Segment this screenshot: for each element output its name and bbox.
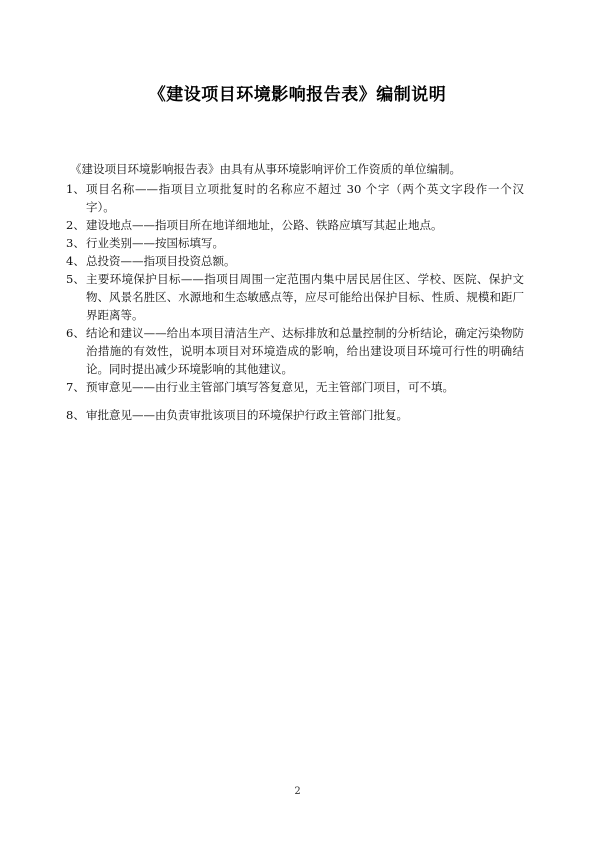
list-item-number: 8、	[66, 408, 85, 422]
intro-paragraph: 《建设项目环境影响报告表》由具有从事环境影响评价工作资质的单位编制。	[70, 162, 461, 176]
page-title: 《建设项目环境影响报告表》编制说明	[148, 85, 447, 105]
list-item-number: 2、	[66, 218, 85, 232]
list-item	[66, 252, 524, 270]
list-item-number: 1、	[66, 182, 85, 196]
list-item-text: 建设地点——指项目所在地详细地址，公路、铁路应填写其起止地点。	[86, 218, 443, 232]
list-item-number: 6、	[66, 326, 85, 340]
list-item	[66, 180, 524, 216]
list-item-number: 5、	[66, 272, 85, 286]
list-item	[66, 324, 524, 378]
list-item-text: 结论和建议——给出本项目清洁生产、达标排放和总量控制的分析结论，确定污染物防治措施的有效性，说明本项目对环境造成的影响，给出建设项目环境可行性的明确结论。同时提出减少环境影响的其他建议。	[86, 326, 524, 376]
list-item-text: 审批意见——由负责审批该项目的环境保护行政主管部门批复。	[86, 408, 408, 422]
list-item-text: 预审意见——由行业主管部门填写答复意见，无主管部门项目，可不填。	[86, 380, 454, 394]
list-item-number: 3、	[66, 236, 85, 250]
list-item	[66, 216, 524, 234]
list-item	[66, 378, 524, 396]
list-item-text: 行业类别——按国标填写。	[86, 236, 224, 250]
list-item	[66, 234, 524, 252]
list-item-number: 4、	[66, 254, 85, 268]
instruction-list	[66, 180, 524, 424]
list-item-text: 主要环境保护目标——指项目周围一定范围内集中居民居住区、学校、医院、保护文物、风景名胜区、水源地和生态敏感点等，应尽可能给出保护目标、性质、规模和距厂界距离等。	[86, 272, 524, 322]
page-number: 2	[294, 786, 301, 797]
list-item-text: 总投资——指项目投资总额。	[86, 254, 236, 268]
list-item-text: 项目名称——指项目立项批复时的名称应不超过 30 个字（两个英文字段作一个汉字）。	[86, 182, 524, 214]
list-item	[66, 270, 524, 324]
list-item	[66, 406, 524, 424]
list-item-number: 7、	[66, 380, 85, 394]
